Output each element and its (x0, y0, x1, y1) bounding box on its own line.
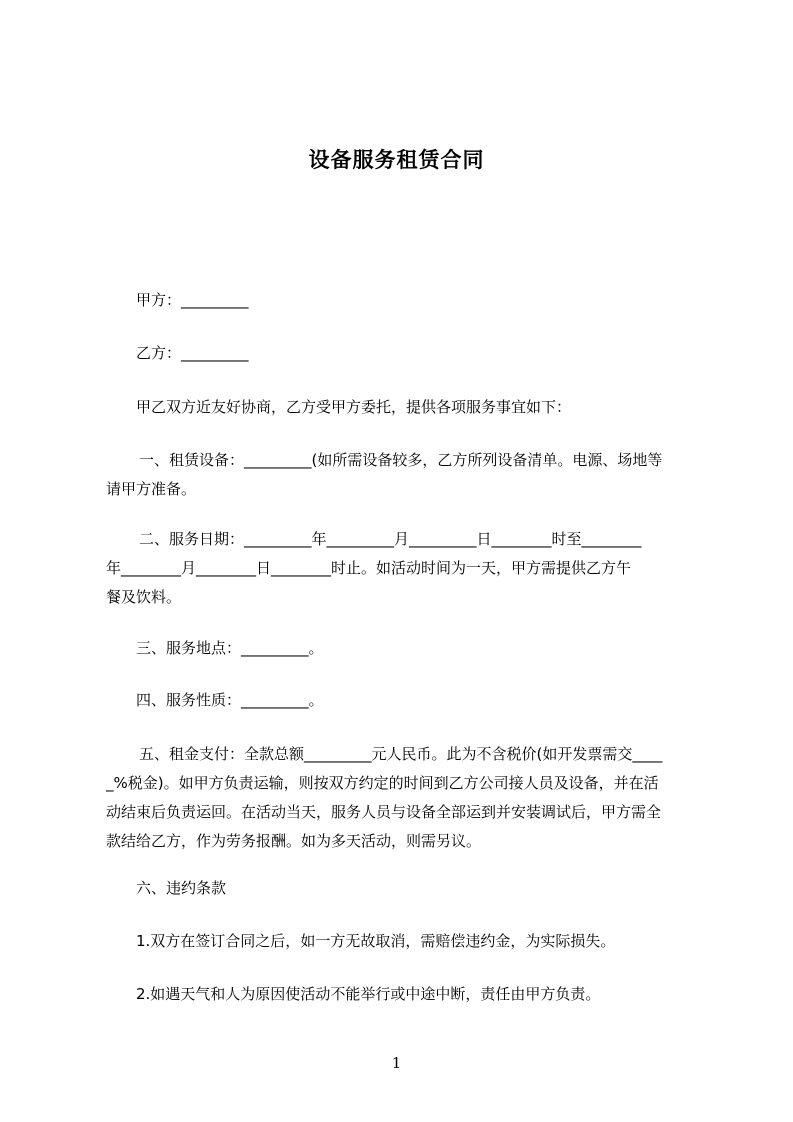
party-b: 乙方：_________ (136, 344, 249, 362)
party-a: 甲方：_________ (136, 291, 249, 309)
clause-service-date (106, 525, 706, 612)
document-title: 设备服务租赁合同 (308, 148, 485, 172)
intro-paragraph: 甲乙双方近友好协商，乙方受甲方委托，提供各项服务事宜如下： (136, 398, 572, 416)
clause-payment-line-3: 动结束后负责运回。在活动当天，服务人员与设备全部运到并安装调试后，甲方需全 (106, 803, 662, 821)
clause-payment-line-4: 款结给乙方，作为劳务报酬。如为多天活动，则需另议。 (106, 832, 482, 850)
clause-service-date-line-3: 餐及饮料。 (106, 588, 182, 606)
clause-equipment-line-1: 一、租赁设备：_________(如所需设备较多，乙方所列设备清单。电源、场地等 (139, 451, 663, 469)
clause-service-nature: 四、服务性质：_________。 (136, 691, 324, 709)
clause-service-date-line-2: 年________月________日________时止。如活动时间为一天，甲方需提供乙方午 (106, 559, 632, 577)
clause-service-location: 三、服务地点：_________。 (136, 639, 324, 657)
clause-breach-item-2: 2.如遇天气和人为原因使活动不能举行或中途中断，责任由甲方负责。 (136, 985, 601, 1003)
clause-breach-title: 六、违约条款 (136, 879, 227, 897)
clause-payment-line-2: _%税金)。如甲方负责运输，则按双方约定的时间到乙方公司接人员及设备，并在活 (106, 774, 659, 792)
clause-breach-item-1: 1.双方在签订合同之后，如一方无故取消，需赔偿违约金，为实际损失。 (136, 932, 616, 950)
clause-service-date-line-1: 二、服务日期：_________年_________月_________日________时至________ (139, 530, 642, 548)
clause-equipment (106, 446, 706, 504)
clause-payment-line-1: 五、租金支付：全款总额_________元人民币。此为不含税价(如开发票需交____ (139, 745, 663, 763)
page-number: 1 (391, 1054, 402, 1072)
clause-equipment-line-2: 请甲方准备。 (106, 480, 197, 498)
clause-payment (106, 740, 706, 856)
